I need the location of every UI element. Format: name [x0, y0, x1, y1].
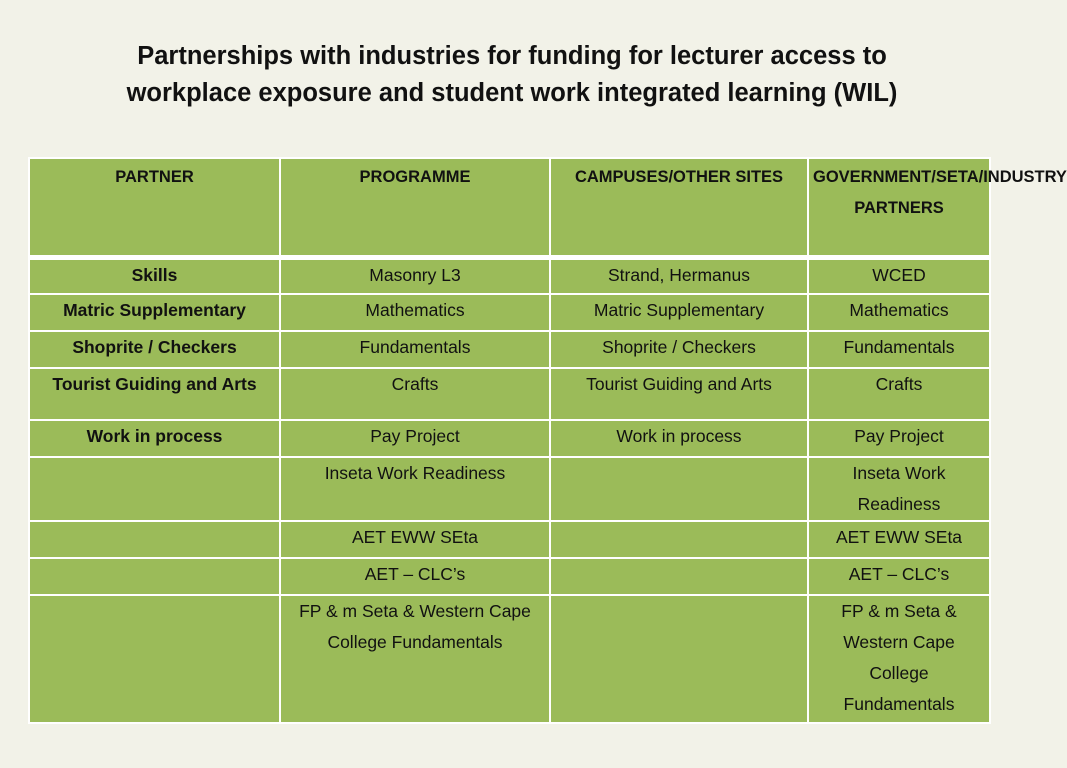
- cell-programme: Mathematics: [280, 294, 550, 331]
- table-row: [29, 294, 990, 331]
- table-row: [29, 331, 990, 368]
- cell-programme: FP & m Seta & Western Cape College Fundamentals: [280, 595, 550, 723]
- slide-title: [20, 38, 1004, 112]
- cell-gov-partner: WCED: [808, 257, 990, 294]
- cell-partner: Skills: [29, 257, 280, 294]
- cell-gov-partner: Pay Project: [808, 420, 990, 457]
- header-government-partners: GOVERNMENT/SETA/INDUSTRY PARTNERS: [808, 158, 990, 257]
- cell-campus: Strand, Hermanus: [550, 257, 808, 294]
- cell-campus: Matric Supplementary: [550, 294, 808, 331]
- cell-campus: [550, 558, 808, 595]
- cell-programme: Masonry L3: [280, 257, 550, 294]
- cell-gov-partner: FP & m Seta & Western Cape College Fundamentals: [808, 595, 990, 723]
- cell-campus: [550, 595, 808, 723]
- cell-programme: Fundamentals: [280, 331, 550, 368]
- cell-gov-partner: Crafts: [808, 368, 990, 420]
- cell-gov-partner: Mathematics: [808, 294, 990, 331]
- cell-campus: Shoprite / Checkers: [550, 331, 808, 368]
- header-programme: PROGRAMME: [280, 158, 550, 257]
- slide-title-line-2: workplace exposure and student work integrated learning (WIL): [126, 79, 898, 107]
- cell-partner: Work in process: [29, 420, 280, 457]
- table-row: [29, 420, 990, 457]
- table-row: [29, 595, 990, 723]
- cell-partner: [29, 521, 280, 558]
- slide-title-line-1: Partnerships with industries for funding for lecturer access to: [137, 42, 887, 70]
- cell-campus: Work in process: [550, 420, 808, 457]
- cell-gov-partner: AET EWW SEta: [808, 521, 990, 558]
- cell-partner: [29, 595, 280, 723]
- cell-campus: [550, 521, 808, 558]
- cell-partner: Tourist Guiding and Arts: [29, 368, 280, 420]
- cell-partner: Shoprite / Checkers: [29, 331, 280, 368]
- cell-partner: [29, 558, 280, 595]
- cell-gov-partner: Fundamentals: [808, 331, 990, 368]
- table-row: [29, 257, 990, 294]
- table-row: [29, 558, 990, 595]
- cell-campus: Tourist Guiding and Arts: [550, 368, 808, 420]
- cell-partner: [29, 457, 280, 521]
- header-partner: PARTNER: [29, 158, 280, 257]
- table-header-row: [29, 158, 990, 257]
- partnership-table: [28, 157, 1067, 724]
- cell-partner: Matric Supplementary: [29, 294, 280, 331]
- cell-programme: Crafts: [280, 368, 550, 420]
- cell-programme: Pay Project: [280, 420, 550, 457]
- cell-gov-partner: AET – CLC’s: [808, 558, 990, 595]
- cell-programme: AET – CLC’s: [280, 558, 550, 595]
- table-row: [29, 368, 990, 420]
- cell-programme: Inseta Work Readiness: [280, 457, 550, 521]
- table-row: [29, 457, 990, 521]
- cell-gov-partner: Inseta Work Readiness: [808, 457, 990, 521]
- table-row: [29, 521, 990, 558]
- header-campuses: CAMPUSES/OTHER SITES: [550, 158, 808, 257]
- cell-campus: [550, 457, 808, 521]
- cell-programme: AET EWW SEta: [280, 521, 550, 558]
